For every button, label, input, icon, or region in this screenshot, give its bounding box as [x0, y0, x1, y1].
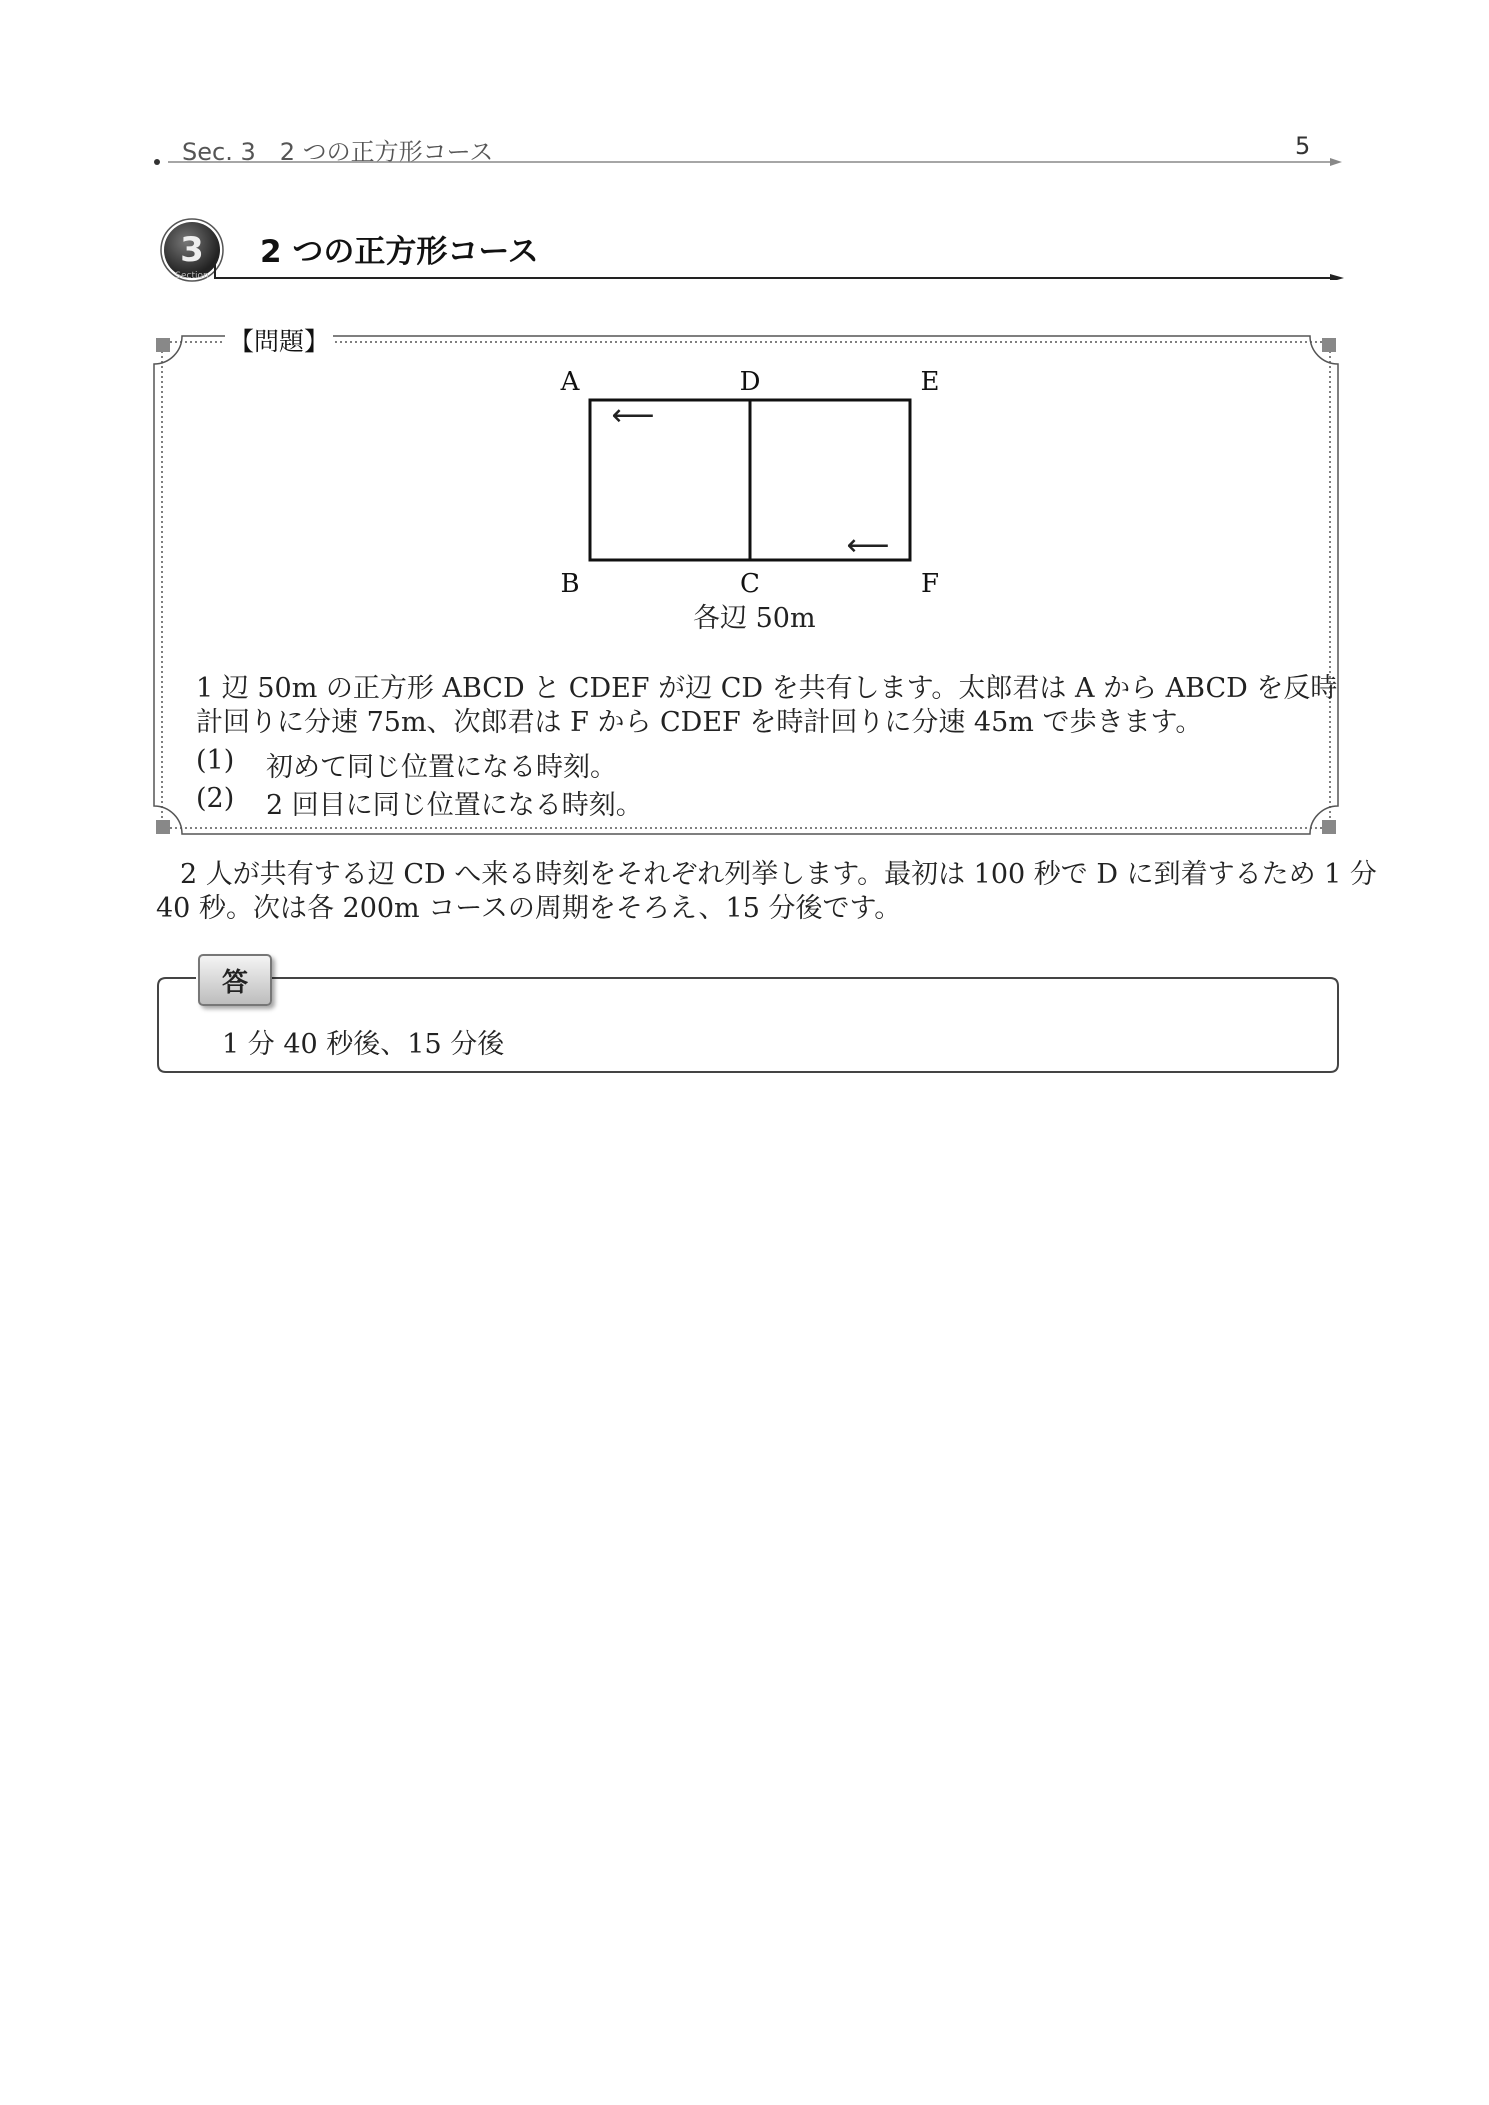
section-title: 2 つの正方形コース [260, 234, 539, 270]
section-badge-ring-text: Section [175, 271, 209, 281]
problem-text-line: 計回りに分速 75m、次郎君は F から CDEF を時計回りに分速 45m で歩きます。 [196, 707, 1203, 738]
point-label-d: D [739, 367, 761, 397]
section-badge-number: 3 [180, 230, 204, 270]
point-label-f: F [920, 569, 940, 599]
page-number: 5 [1295, 132, 1311, 160]
explanation-line: 2 人が共有する辺 CD へ来る時刻をそれぞれ列挙します。最初は 100 秒で D に到着するため 1 分 [180, 859, 1377, 890]
answer-text: 1 分 40 秒後、15 分後 [222, 1029, 505, 1060]
problem-text-line: 1 辺 50m の正方形 ABCD と CDEF が辺 CD を共有します。太郎君は A から ABCD を反時 [196, 673, 1338, 704]
running-header-title: Sec. 3 2 つの正方形コース [182, 138, 494, 166]
problem-label: 【問題】 [225, 322, 333, 358]
explanation-line: 40 秒。次は各 200m コースの周期をそろえ、15 分後です。 [156, 893, 902, 924]
question-text: 初めて同じ位置になる時刻。 [266, 752, 617, 783]
answer-label-tab: 答 [198, 954, 272, 1006]
point-label-c: C [740, 569, 760, 599]
question-number: (2) [196, 783, 235, 814]
point-label-e: E [920, 367, 940, 397]
diagram-caption: 各辺 50m [693, 603, 816, 634]
question-number: (1) [196, 745, 235, 776]
question-text: 2 回目に同じ位置になる時刻。 [266, 790, 643, 821]
point-label-a: A [560, 367, 580, 397]
arrow-left-icon: ⟵ [846, 528, 890, 563]
point-label-b: B [560, 569, 580, 599]
arrow-left-icon: ⟵ [611, 398, 655, 433]
